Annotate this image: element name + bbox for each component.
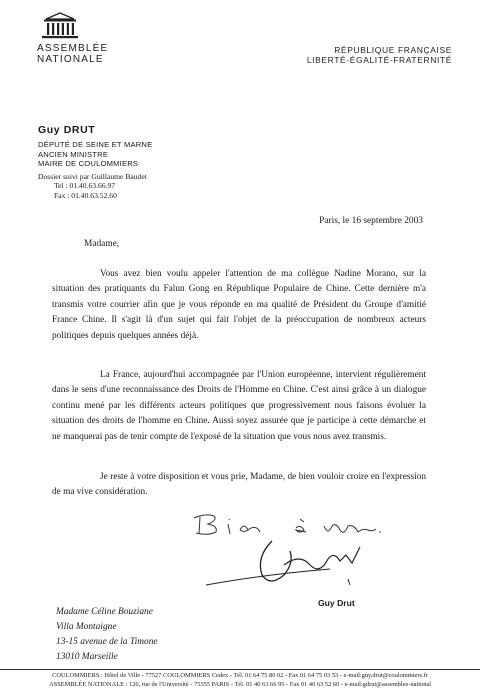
- footer-line-assemblee: ASSEMBLÉE NATIONALE : 126, rue de l'Université - 75355 PARIS - Tél. 01 40 63 66 95 - Fax 01 40 63 52 60 - e-mail:gdrut@assemblee-national: [48, 680, 432, 688]
- signer-name: Guy Drut: [318, 598, 355, 608]
- closing-paragraph: Je reste à votre disposition et vous prie, Madame, de bien vouloir croire en l'expression de ma vive considération.: [52, 472, 426, 498]
- salutation: Madame,: [84, 239, 120, 249]
- recipient-address: Madame Céline Bouziane Villa Montaigne 13-15 avenue de la Timone 13010 Marseille: [56, 607, 158, 662]
- footer-line-coulommiers: COULOMMIERS : Hôtel de Ville - 77527 COULOMMIERS Cedex - Tél. 01 64 75 80 02 - Fax 01 64 75 03 53 - e-mail:guy.drut@coulommiers.fr: [52, 672, 428, 679]
- fax-line: Fax : 01.40.63.52.60: [54, 190, 117, 200]
- letter-date: Paris, le 16 septembre 2003: [319, 216, 423, 226]
- sender-contact: [38, 172, 147, 200]
- sender-titles: DÉPUTÉ DE SEINE ET MARNE ANCIEN MINISTRE MAIRE DE COULOMMIERS: [38, 140, 153, 169]
- body-paragraph-2: La France, aujourd'hui accompagnée par l'Union européenne, intervient régulièrement dans le sens d'une reconnaissance des Droits de l'Homme en Chine. C'est ainsi grâce à un dialogue continu mené par les différents acteurs politiques que progressivement nous faisons évoluer la situation des droits de l'homme en Chine. Aussi soyez assurée que je participe à cette démarche et ne manquerai pas de tenir compte de l'exposé de la situation que vous nous avez transmis.: [52, 370, 426, 442]
- tel-line: Tel : 01.40.63.66.97: [54, 181, 116, 191]
- footer-addresses: [4, 672, 476, 689]
- sender-name: Guy DRUT: [38, 124, 96, 136]
- body-paragraph-1: Vous avez bien voulu appeler l'attention de ma collègue Nadine Morano, sur la situation des pratiquants du Falun Gong en République Populaire de Chine. Cette dernière m'a transmis votre courrier afin que je vous réponde en ma qualité de Président du Groupe d'amitié France Chine. Il s'agit là d'un sujet qui fait l'objet de la préoccupation de nombreux acteurs politiques depuis quelques années déjà.: [52, 269, 426, 341]
- assemblee-nationale-logo: [38, 12, 82, 40]
- followup-line: Dossier suivi par Guillaume Baudet: [38, 172, 147, 181]
- signature: [200, 535, 370, 590]
- republic-motto: RÉPUBLIQUE FRANÇAISE LIBERTÉ-ÉGALITÉ-FRATERNITÉ: [306, 45, 452, 65]
- footer-divider: [0, 669, 480, 670]
- institution-name: ASSEMBLÉE NATIONALE: [37, 43, 109, 65]
